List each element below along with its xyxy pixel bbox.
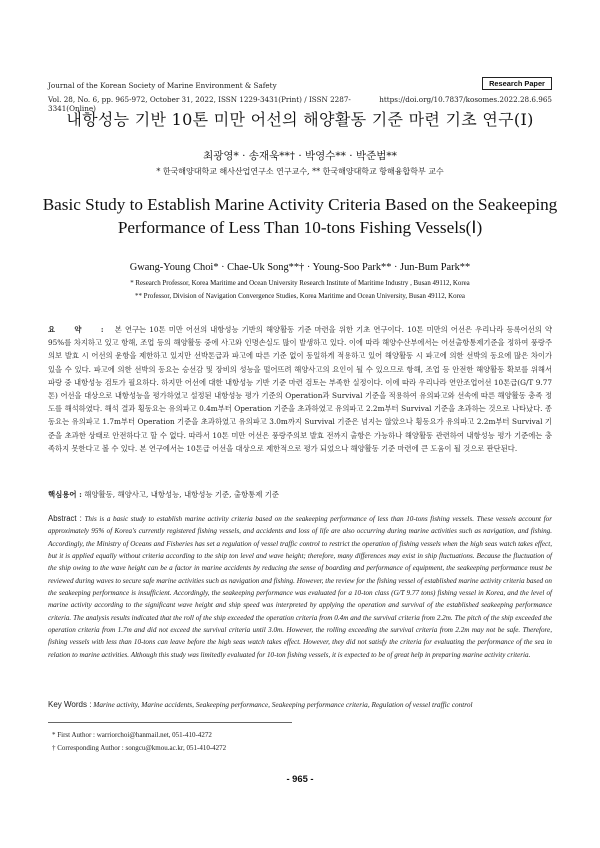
english-affiliation-2: ** Professor, Division of Navigation Convergence Studies, Korea Maritime and Ocean University, Busan 49112, Korea — [135, 293, 465, 300]
korean-keywords-label: 핵심용어 : — [48, 490, 82, 499]
korean-authors: 최광영* · 송재욱**† · 박영수** · 박준범** — [203, 150, 397, 162]
korean-abstract-body: 본 연구는 10톤 미만 어선의 내항성능 기반의 해양활동 기준 마련을 위한 기초 연구이다. 10톤 미만의 어선은 우리나라 등록어선의 약 95%를 차지하고 있고 항해, 조업 등의 해양활동 중에 사고와 인명손실도 많이 발생하고 있다. 이에 따라 해양수산부에서는 어선출항통제기준을 정하여 풍랑주의보 발효 시 어선의 운항을 제한하고 있지만 선박톤급과 파고에 따른 기준 없이 동일하게 적용하고 있어 해양활동 시 파고에 의한 선박의 동요에 많은 차이가 있을 수 있다. 파고에 의한 선박의 동요는 승선감 및 장비의 성능을 떨어뜨려 해양사고의 요인이 될 수 있으므로 항해, 조업 등 안전한 해양활동 확보를 위해서 파랑 중 내항성능 검토가 필요하다. 하지만 어선에 대한 내항성능 기반 기준 마련 검토는 부족한 실정이다. 이에 따라 우리나라 연안조업어선 10톤급(G/T 9.77톤) 어선을 대상으로 내항성능을 평가하였고 설정된 내항성능 평가 기준의 Operation과 Survival 기준을 적용하여 유의파고와 선속에 따른 해양활동 충족 정도를 해석하였다. 해석 결과 횡동요는 유의파고 0.4m부터 Operation 기준을 초과하였고 유의파고 2.2m부터 Survival 기준을 초과하는 것으로 나타났다. 종동요는 유의파고 1.7m부터 Operation 기준을 초과하였고 유의파고 3.0m까지 Survival 기준은 넘지는 않았으나 횡동요가 유의파고 2.2m부터 Survival 기준을 초과한 상태로 안전하다고 할 수 없다. 따라서 10톤 미만 어선은 풍랑주의보 발효 전까지 출항은 가능하나 해양활동 관련하여 내항성능 평가 기준에는 충족하지 못한다고 볼 수 있다. 본 연구에서는 10톤급 어선을 대상으로 제한적으로 평가 되었으나 해양활동 기준 마련에 큰 도움이 될 것으로 판단된다. — [48, 325, 553, 453]
doi-link[interactable]: https://doi.org/10.7837/kosomes.2022.28.6.965 — [379, 95, 552, 104]
volume-info: Vol. 28, No. 6, pp. 965-972, October 31, 2022, ISSN 1229-3431(Print) / ISSN 2287-3341(Online) — [48, 95, 351, 113]
english-affiliation-1: * Research Professor, Korea Maritime and Ocean University Research Institute of Maritime Industry , Busan 49112, Korea — [130, 280, 470, 287]
english-title — [0, 193, 600, 239]
english-keywords-body: Marine activity, Marine accidents, Seakeeping performance, Seakeeping performance criteria, Regulation of vessel traffic control — [93, 700, 473, 709]
korean-abstract-label: 요 약 : — [48, 325, 112, 334]
english-abstract-body: This is a basic study to establish marine activity criteria based on the seakeeping performance of less than 10-tons fishing vessels. These vessels account for approximately 95% of Korea's currently registered fishing vessels, and accidents and loss of life are also occurring during marine activities such as navigation, and fishing. Accordingly, the Ministry of Oceans and Fisheries has set a regulation of vessel traffic control to restrict the operation of fishing vessels when the high seas watch takes effect, but it is applied equally without criteria according to the ship ton level and wave height; therefore, many differences may exist in ship fluctuations. Because the fluctuation of the ship owing to the wave height can be a factor in marine accidents by reducing the sense of boarding and performance of equipment, the seakeeping performance must be reviewed during waves to secure safe marine activities such as navigation and fishing. However, the review for the fishing vessel of established marine activity criteria based on the seakeeping performance is insufficient. Accordingly, the seakeeping performance was evaluated for a 10-ton class (G/T 9.77 tons) fishing vessel in Korea, and the level of marine activity according to the significant wave height and ship speed was interpreted by applying the operation and survival of the established seakeeping performance criteria. The analysis results indicated that the roll of the ship exceeded the operation criteria from 0.4m and the survival criteria from 2.2m. The pitch of the ship exceeded the operation criteria from 1.7m and did not exceed the survival criteria until 3.0m. However, the rolling exceeding the survival criteria from 2.2m may not be safe. Therefore, fishing vessels with less than 10-tons can leave before the high seas watch takes effect. However, they did not satisfy the criteria for evaluating the performance of the sea in relation to marine activities. Although this study was limitedly evaluated for 10-ton fishing vessels, it is expected to be of great help in preparing marine activity criteria. — [48, 515, 552, 659]
journal-name: Journal of the Korean Society of Marine Environment & Safety — [48, 81, 277, 90]
footnote-divider — [48, 722, 292, 723]
research-paper-badge: Research Paper — [482, 77, 552, 90]
korean-abstract — [48, 323, 552, 455]
korean-affiliation: * 한국해양대학교 해사산업연구소 연구교수, ** 한국해양대학교 항해융합학부 교수 — [156, 167, 444, 176]
corresponding-author-footnote: † Corresponding Author : songcu@kmou.ac.kr, 051-410-4272 — [52, 744, 227, 752]
first-author-footnote: * First Author : warriorchoi@hanmail.net, 051-410-4272 — [52, 731, 212, 739]
korean-title: 내항성능 기반 10톤 미만 어선의 해양활동 기준 마련 기초 연구(Ⅰ) — [66, 110, 534, 129]
english-keywords — [48, 700, 552, 709]
korean-keywords-body: 해양활동, 해양사고, 내항성능, 내항성능 기준, 출항통제 기준 — [84, 490, 280, 499]
korean-keywords — [48, 489, 552, 500]
english-abstract — [48, 513, 552, 661]
english-title-line-2: Performance of Less Than 10-tons Fishing Vessels(Ⅰ) — [117, 218, 483, 237]
english-abstract-label: Abstract : — [48, 514, 82, 523]
english-keywords-label: Key Words : — [48, 700, 92, 709]
english-title-line-1: Basic Study to Establish Marine Activity Criteria Based on the Seakeeping — [42, 195, 558, 214]
page-number: - 965 - — [286, 773, 314, 784]
english-authors: Gwang-Young Choi* · Chae-Uk Song**† · Young-Soo Park** · Jun-Bum Park** — [129, 262, 471, 273]
